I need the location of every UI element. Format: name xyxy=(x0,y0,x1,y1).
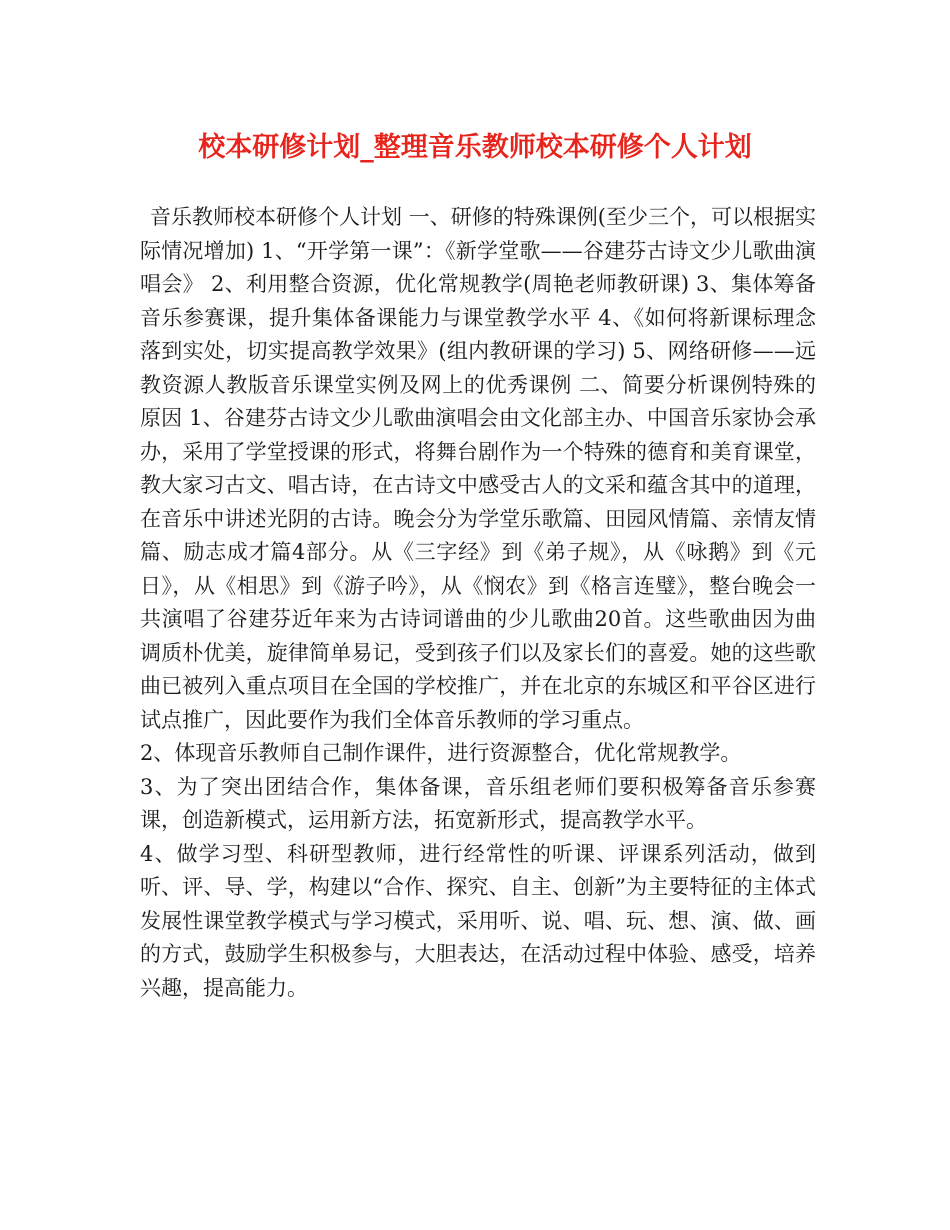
paragraph-3: 3、为了突出团结合作，集体备课，音乐组老师们要积极筹备音乐参赛课，创造新模式，运用新方法，拓宽新形式，提高教学水平。 xyxy=(140,774,816,832)
document-title: 校本研修计划_整理音乐教师校本研修个人计划 xyxy=(198,132,752,163)
paragraph-1: 音乐教师校本研修个人计划 一、研修的特殊课例(至少三个，可以根据实际情况增加) 1、“开学第一课”：《新学堂歌——谷建芬古诗文少儿歌曲演唱会》 2、利用整合资源，优化常规教学(周艳老师教研课) 3、集体筹备音乐参赛课，提升集体备课能力与课堂教学水平 4、《如何将新课标理念落到实处，切实提高教学效果》(组内教研课的学习) 5、网络研修——远教资源人教版音乐课堂实例及网上的优秀课例 二、简要分析课例特殊的原因 1、谷建芬古诗文少儿歌曲演唱会由文化部主办、中国音乐家协会承办，采用了学堂授课的形式，将舞台剧作为一个特殊的德育和美育课堂，教大家习古文、唱古诗，在古诗文中感受古人的文采和蕴含其中的道理，在音乐中讲述光阴的古诗。晚会分为学堂乐歌篇、田园风情篇、亲情友情篇、励志成才篇4部分。从《三字经》到《弟子规》，从《咏鹅》到《元日》，从《相思》到《游子吟》，从《悯农》到《格言连璧》，整台晚会一共演唱了谷建芬近年来为古诗词谱曲的少儿歌曲20首。这些歌曲因为曲调质朴优美，旋律简单易记，受到孩子们以及家长们的喜爱。她的这些歌曲已被列入重点项目在全国的学校推广，并在北京的东城区和平谷区进行试点推广，因此要作为我们全体音乐教师的学习重点。 xyxy=(140,205,816,732)
paragraph-4: 4、做学习型、科研型教师，进行经常性的听课、评课系列活动，做到听、评、导、学，构建以“合作、探究、自主、创新”为主要特征的主体式发展性课堂教学模式与学习模式，采用听、说、唱、玩、想、演、做、画的方式，鼓励学生积极参与，大胆表达，在活动过程中体验、感受，培养兴趣，提高能力。 xyxy=(140,841,816,1000)
document-body xyxy=(140,201,816,1005)
paragraph-2: 2、体现音乐教师自己制作课件，进行资源整合，优化常规教学。 xyxy=(140,741,742,765)
